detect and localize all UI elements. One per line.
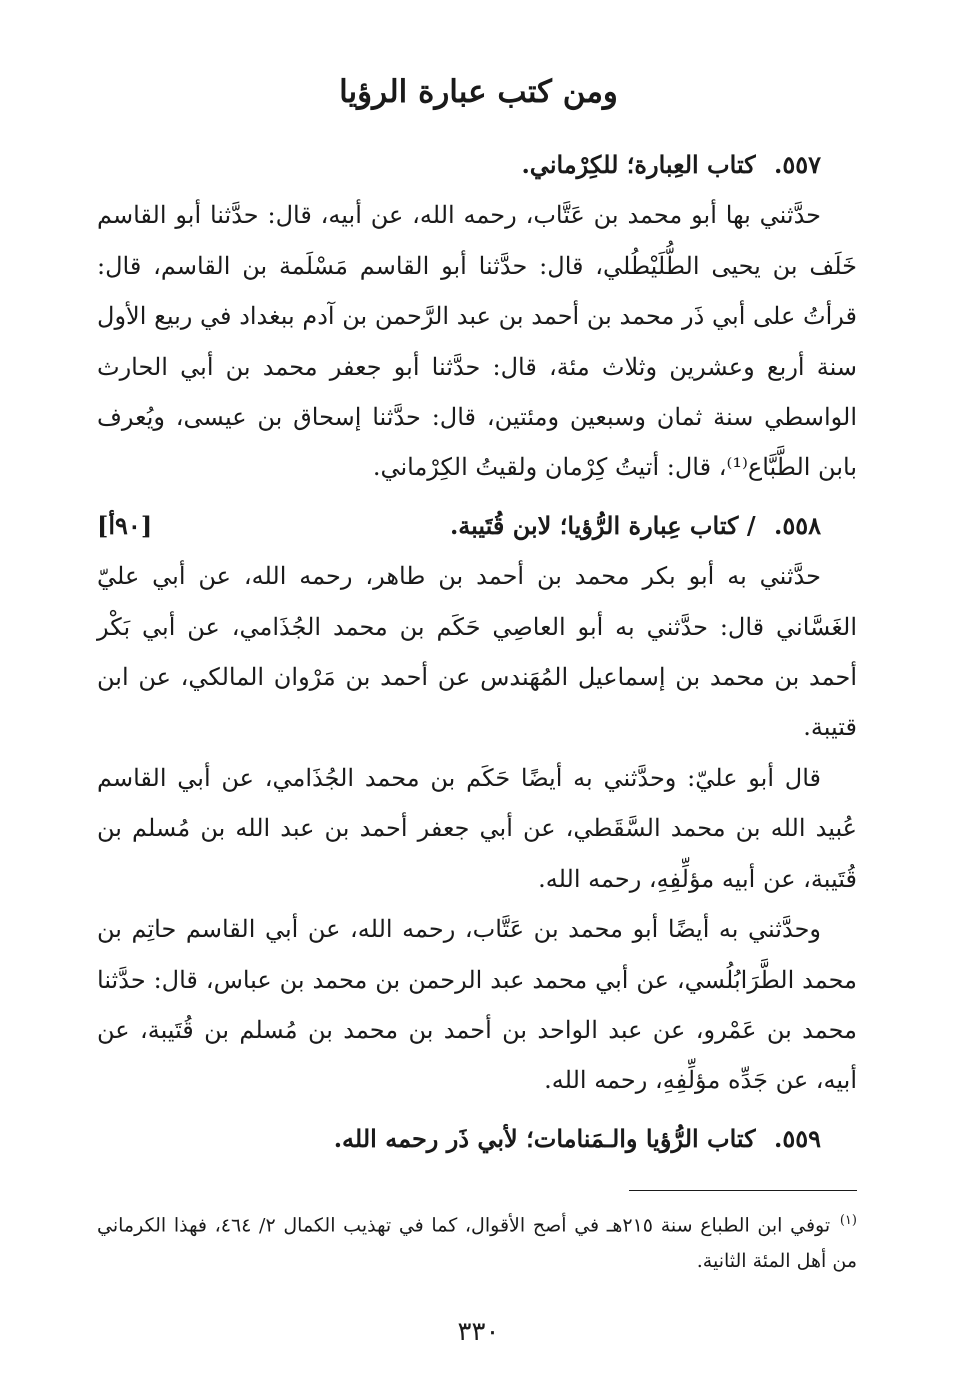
- entry-558: [97, 501, 857, 551]
- entry-paragraph: حدَّثني بها أبو محمد بن عَتَّاب، رحمه الله، عن أبيه، قال: حدَّثنا أبو القاسم خَلَف بن يحيى الطُّلَيْطُلي، قال: حدَّثنا أبو القاسم مَسْلَمة بن القاسم، قال: قرأتُ على أبي ذَر محمد بن أحمد بن عبد الرَّحمن بن آدم ببغداد في ربيع الأول سنة أربع وعشرين وثلاث مئة، قال: حدَّثنا أبو جعفر محمد بن أبي الحارث الواسطي سنة ثمان وسبعين ومئتين، قال: حدَّثنا إسحاق بن عيسى، ويُعرف بابن الطَّبَّاع⁽¹⁾، قال: أتيتُ كِرْمان ولقيتُ الكِرْماني.: [97, 201, 857, 482]
- entry-heading-559: [97, 1114, 857, 1164]
- entry-paragraph: وحدَّثني به أيضًا أبو محمد بن عَتَّاب، رحمه الله، عن أبي القاسم حاتِم بن محمد الطَّرَابُلُسي، عن أبي محمد عبد الرحمن بن محمد بن عباس، قال: حدَّثنا محمد بن عَمْرو، عن عبد الواحد بن أحمد بن محمد بن مُسلم بن قُتَيبة، عن أبيه، عن جَدِّه مؤلِّفِهِ، رحمه الله.: [97, 915, 857, 1095]
- main-text: [97, 140, 857, 1164]
- entry-heading-557: [97, 140, 857, 190]
- entry-paragraph: حدَّثني به أبو بكر محمد بن أحمد بن طاهر، رحمه الله، عن أبي عليّ الغَسَّاني قال: حدَّثني به أبو العاصِي حَكَم بن محمد الجُذَامي، عن أبي بَكْر أحمد بن محمد بن إسماعيل المُهَندس عن أحمد بن مَرْوان المالكي، عن ابن قتيبة.: [97, 562, 857, 742]
- footnote-marker: (١): [839, 1213, 857, 1228]
- entry-number: ٥٥٨.: [773, 510, 821, 540]
- entry-paragraph: قال أبو عليّ: وحدَّثني به أيضًا حَكَم بن محمد الجُذَامي، عن أبي القاسم عُبيد الله بن محمد السَّقَطي، عن أبي جعفر أحمد بن عبد الله بن مُسلم بن قُتَيبة، عن أبيه مؤلِّفِهِ، رحمه الله.: [97, 763, 857, 893]
- footnote-text: توفي ابن الطباع سنة ٢١٥هـ في أصح الأقوال، كما في تهذيب الكمال ٢/ ٤٦٤، فهذا الكرماني من أهل المئة الثانية.: [97, 1214, 857, 1273]
- entry-title: كتاب الرُّؤيا والـمَنامات؛ لأبي ذَر رحمه الله.: [333, 1123, 756, 1153]
- manuscript-folio-ref: [٩٠أ]: [97, 510, 153, 540]
- entry-title: / كتاب عِبارة الرُّؤيا؛ لابن قُتَيبة.: [449, 510, 756, 540]
- entry-number: ٥٥٧.: [773, 150, 821, 179]
- entry-heading-558: [97, 501, 857, 551]
- page-title: ومن كتب عبارة الرؤيا: [339, 74, 618, 110]
- page-number: ٣٣٠: [457, 1317, 500, 1347]
- entry-number: ٥٥٩.: [773, 1123, 821, 1153]
- entry-title: كتاب العِبارة؛ للكِرْماني.: [521, 150, 756, 179]
- footnote-separator: [629, 1190, 857, 1191]
- footnote: [97, 1203, 857, 1279]
